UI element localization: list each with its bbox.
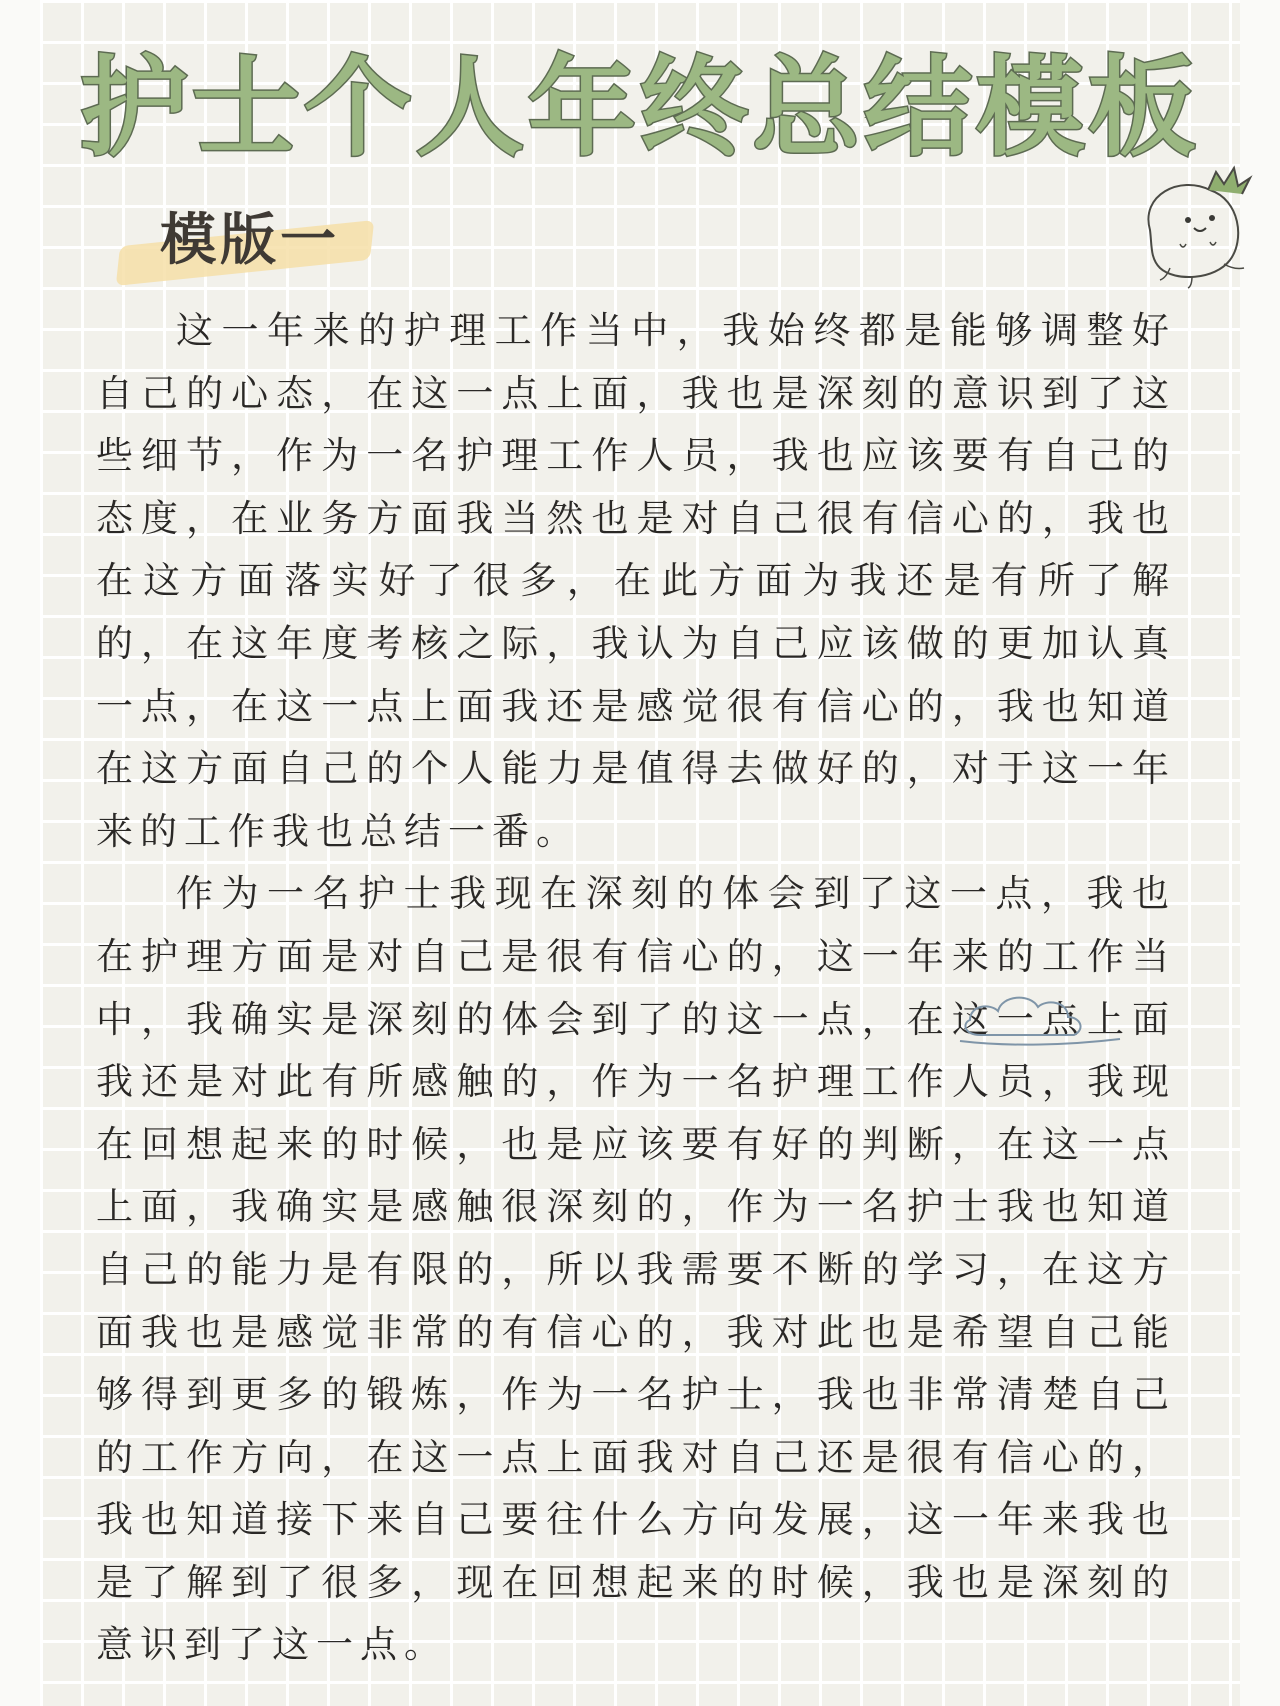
paragraph: 这一年来的护理工作当中，我始终都是能够调整好自己的心态，在这一点上面，我也是深刻的意识到了这些细节，作为一名护理工作人员，我也应该要有自己的态度，在业务方面我当然也是对自己很有信心的，我也在这方面落实好了很多，在此方面为我还是有所了解的，在这年度考核之际，我认为自己应该做的更加认真一点，在这一点上面我还是感觉很有信心的，我也知道在这方面自己的个人能力是值得去做好的，对于这一年来的工作我也总结一番。 (96, 309, 1176, 853)
page-margin-left (0, 0, 40, 1706)
paragraph: 作为一名护士我现在深刻的体会到了这一点，我也在护理方面是对自己是很有信心的，这一年来的工作当中，我确实是深刻的体会到了的这一点，在这一点上面我还是对此有所感触的，作为一名护理工作人员，我现在回想起来的时候，也是应该要有好的判断，在这一点上面，我确实是感触很深刻的，作为一名护士我也知道自己的能力是有限的，所以我需要不断的学习，在这方面我也是感觉非常的有信心的，我对此也是希望自己能够得到更多的锻炼，作为一名护士，我也非常清楚自己的工作方向，在这一点上面我对自己还是很有信心的，我也知道接下来自己要往什么方向发展，这一年来我也是了解到了很多，现在回想起来的时候，我也是深刻的意识到了这一点。 (96, 872, 1176, 1667)
page-title: 护士个人年终总结模板 (79, 46, 1200, 171)
radish-mascot-icon (1120, 160, 1260, 290)
section-title: 模版一 (160, 208, 340, 273)
cloud-doodle-icon (950, 975, 1130, 1055)
